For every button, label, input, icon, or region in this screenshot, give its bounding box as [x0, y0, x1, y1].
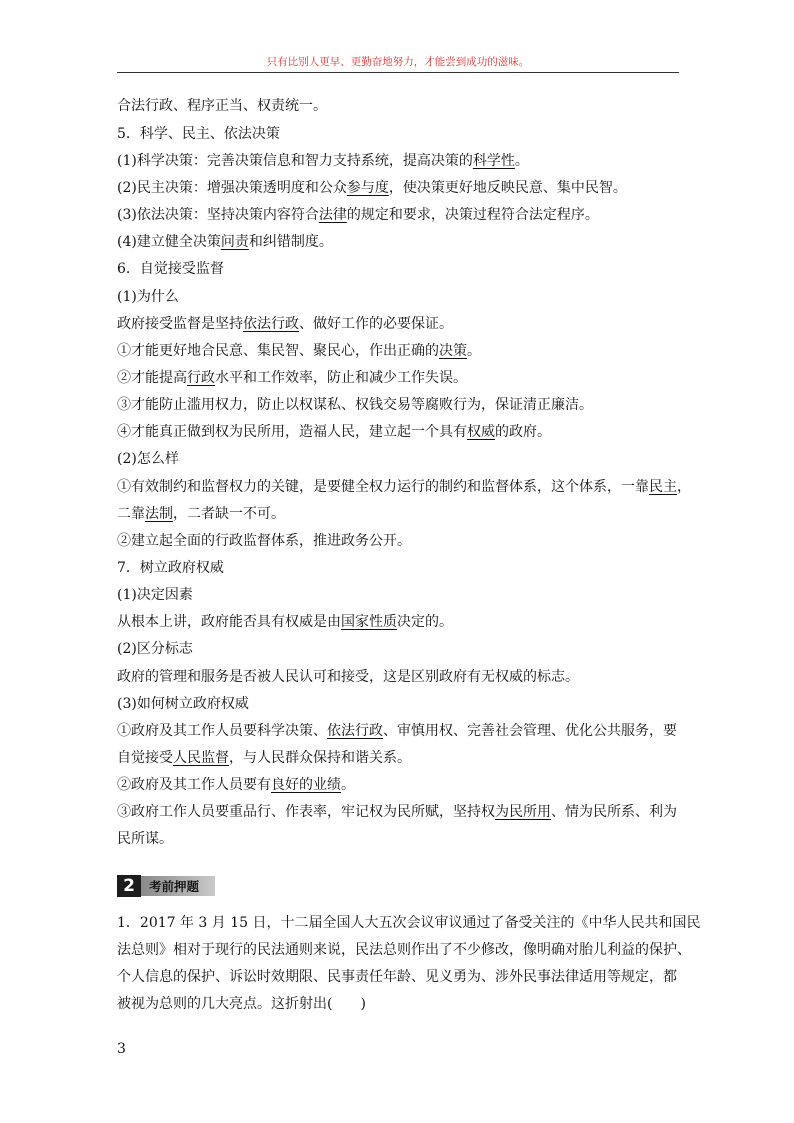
section-heading-6: 6．自觉接受监督	[117, 261, 224, 277]
text-line: ③才能防止滥用权力，防止以权谋私、权钱交易等腐败行为，保证清正廉洁。	[117, 397, 593, 413]
header-motto: 只有比别人更早、更勤奋地努力，才能尝到成功的滋味。	[266, 56, 530, 68]
text-line: ②政府及其工作人员要有良好的业绩。	[117, 777, 355, 793]
blank-answer: 问责	[220, 234, 249, 250]
blank-answer: 参与度	[346, 180, 389, 196]
text-line: (2)民主决策：增强决策透明度和公众参与度，使决策更好地反映民意、集中民智。	[117, 180, 627, 196]
text-line: ①有效制约和监督权力的关键，是要健全权力运行的制约和监督体系，这个体系，一靠民主，	[117, 479, 691, 495]
text-line: (3)依法决策：坚持决策内容符合法律的规定和要求，决策过程符合法定程序。	[117, 207, 599, 223]
question-line: 个人信息的保护、诉讼时效期限、民事责任年龄、见义勇为、涉外民事法律适用等规定，都	[117, 969, 677, 985]
question-line: 被视为总则的几大亮点。这折射出( )	[117, 996, 366, 1012]
subheading: (1)决定因素	[117, 587, 193, 603]
blank-answer: 法律	[318, 207, 347, 223]
subheading: (2)怎么样	[117, 451, 179, 467]
blank-answer: 民主	[649, 479, 677, 495]
text-line: 从根本上讲，政府能否具有权威是由国家性质决定的。	[117, 614, 453, 630]
blank-answer: 权威	[467, 424, 495, 440]
blank-answer: 人民监督	[173, 750, 229, 766]
blank-answer: 依法行政	[327, 723, 383, 739]
section-number-badge: 2	[117, 875, 141, 897]
text-line: ①政府及其工作人员要科学决策、依法行政、审慎用权、完善社会管理、优化公共服务，要	[117, 723, 677, 739]
text-line: (1)科学决策：完善决策信息和智力支持系统，提高决策的科学性。	[117, 153, 529, 169]
text-line: 二靠法制，二者缺一不可。	[117, 506, 285, 522]
text-line: 民所谋。	[117, 831, 173, 847]
blank-answer: 科学性	[472, 153, 515, 169]
subheading: (1)为什么	[117, 289, 179, 305]
question-line: 法总则》相对于现行的民法通则来说，民法总则作出了不少修改，像明确对胎儿利益的保护、	[117, 942, 691, 958]
question-line: 1．2017 年 3 月 15 日，十二届全国人大五次会议审议通过了备受关注的《中华人民共和国民	[117, 915, 701, 931]
section-heading-7: 7．树立政府权威	[117, 560, 224, 576]
subheading: (3)如何树立政府权威	[117, 696, 249, 712]
text-line: ②建立起全面的行政监督体系，推进政务公开。	[117, 533, 411, 549]
text-line: 政府的管理和服务是否被人民认可和接受，这是区别政府有无权威的标志。	[117, 669, 579, 685]
text-line: 自觉接受人民监督，与人民群众保持和谐关系。	[117, 750, 411, 766]
blank-answer: 依法行政	[243, 316, 299, 332]
blank-answer: 决策	[439, 343, 467, 359]
header-divider	[117, 72, 679, 73]
text-line: 合法行政、程序正当、权责统一。	[117, 98, 327, 114]
text-line: ③政府工作人员要重品行、作表率，牢记权为民所赋，坚持权为民所用、情为民所系、利为	[117, 804, 677, 820]
blank-answer: 为民所用	[495, 804, 551, 820]
text-line: ①才能更好地合民意、集民智、聚民心，作出正确的决策。	[117, 343, 481, 359]
subheading: (2)区分标志	[117, 641, 193, 657]
section-heading-5: 5．科学、民主、依法决策	[117, 126, 280, 142]
section-banner	[117, 875, 215, 897]
text-line: ②才能提高行政水平和工作效率，防止和减少工作失误。	[117, 370, 467, 386]
text-line: ④才能真正做到权为民所用，造福人民，建立起一个具有权威的政府。	[117, 424, 551, 440]
blank-answer: 行政	[187, 370, 215, 386]
blank-answer: 良好的业绩	[271, 777, 341, 793]
page-number: 3	[117, 1041, 126, 1057]
blank-answer: 法制	[145, 506, 173, 522]
section-banner-label: 考前押题	[141, 876, 215, 896]
blank-answer: 国家性质	[341, 614, 397, 630]
text-line: (4)建立健全决策问责和纠错制度。	[117, 234, 333, 250]
text-line: 政府接受监督是坚持依法行政、做好工作的必要保证。	[117, 316, 453, 332]
